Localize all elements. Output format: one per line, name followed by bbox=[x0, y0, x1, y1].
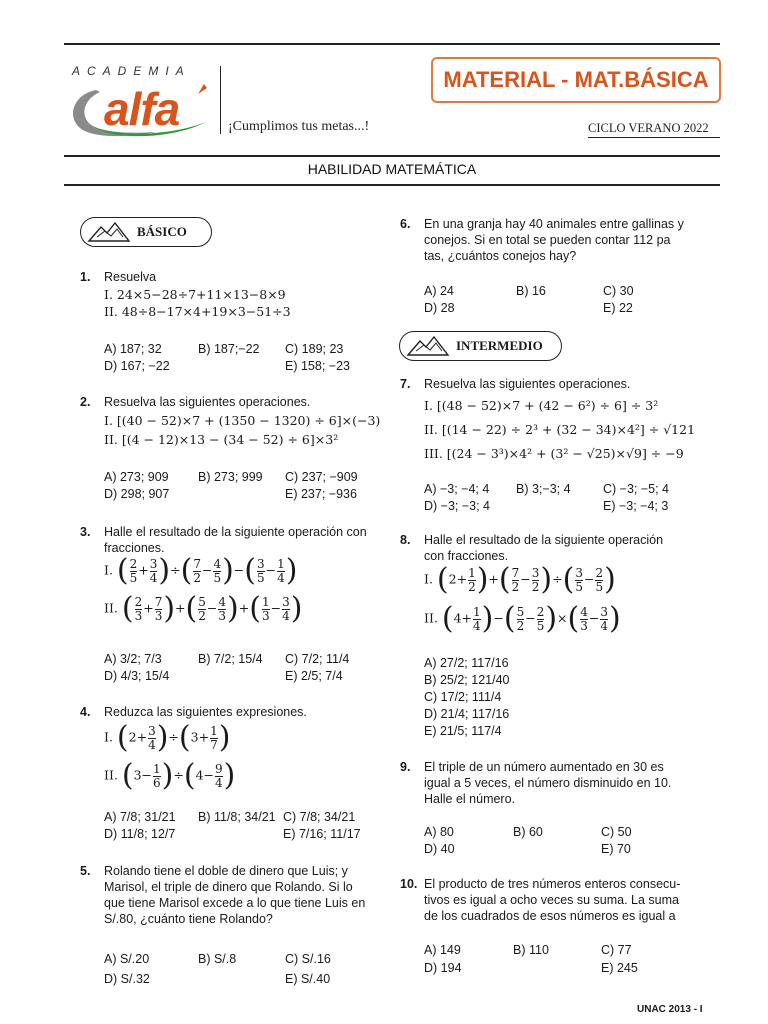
q9-option-b: B) 60 bbox=[513, 825, 543, 839]
statement-line: con fracciones. bbox=[424, 549, 509, 563]
q3-item-i: I. ( $\frac{2}{5}$ + $\frac{3}{4}$ )÷( $\frac{7}{2}$ − $\frac{4}{5}$ )−( $\frac{3}{5}$ − $\frac{1}{4}$ ) bbox=[104, 553, 298, 588]
fraction: $\frac{3}{4}$ bbox=[148, 723, 156, 752]
fraction: $\frac{3}{2}$ bbox=[531, 565, 540, 594]
q1-option-e: E) 158; −23 bbox=[285, 359, 350, 373]
material-title: MATERIAL - MAT.BÁSICA bbox=[443, 67, 709, 92]
q4-option-a: A) 7/8; 31/21 bbox=[104, 810, 176, 824]
statement-line: de los cuadrados de esos números es igual a bbox=[424, 909, 676, 923]
q8-option-e: E) 21/5; 117/4 bbox=[424, 724, 502, 738]
statement-line: fracciones. bbox=[104, 541, 165, 555]
statement-line: Marisol, el triple de dinero que Rolando. Si lo bbox=[104, 880, 353, 894]
q7-option-e: E) −3; −4; 3 bbox=[603, 499, 669, 513]
q7-option-c: C) −3; −5; 4 bbox=[603, 482, 670, 496]
statement-line: Halle el número. bbox=[424, 792, 516, 806]
item-label: II. bbox=[104, 600, 118, 616]
q7-item-ii: II. [(14 − 22) ÷ 2³ + (32 − 34)×4²] ÷ √121 bbox=[424, 422, 696, 437]
q4-option-d: D) 11/8; 12/7 bbox=[104, 827, 176, 841]
statement-line: conejos. Si en total se pueden contar 112 pa bbox=[424, 233, 671, 247]
fraction: $\frac{9}{4}$ bbox=[215, 761, 223, 790]
q8-option-a: A) 27/2; 117/16 bbox=[424, 656, 509, 670]
fraction: $\frac{7}{2}$ bbox=[193, 556, 201, 585]
q2-option-c: C) 237; −909 bbox=[285, 470, 358, 484]
q10-option-c: C) 77 bbox=[601, 943, 632, 957]
q8-option-b: B) 25/2; 121/40 bbox=[424, 673, 510, 687]
logo-word: alfa bbox=[104, 83, 180, 135]
level-badge-intermediate bbox=[399, 331, 562, 361]
question-statement bbox=[424, 876, 714, 924]
question-number: 2. bbox=[80, 395, 91, 409]
q8-item-i: I. (2+ $\frac{1}{2}$ )+( $\frac{7}{2}$ − $\frac{3}{2}$ )÷( $\frac{3}{5}$ − $\frac{2}{5}$ ) bbox=[424, 562, 616, 597]
question-number: 4. bbox=[80, 705, 91, 719]
statement-line: tas, ¿cuántos conejos hay? bbox=[424, 249, 577, 263]
level-intermediate-label: INTERMEDIO bbox=[456, 338, 543, 353]
q8-option-c: C) 17/2; 111/4 bbox=[424, 690, 502, 704]
statement-line: que tiene Marisol excede a lo que tiene Luis en bbox=[104, 896, 366, 910]
q5-option-b: B) S/.8 bbox=[198, 952, 237, 966]
q4-option-c: C) 7/8; 34/21 bbox=[283, 810, 356, 824]
q1-option-b: B) 187;−22 bbox=[198, 342, 260, 356]
material-title-box bbox=[431, 57, 721, 103]
question-number: 9. bbox=[400, 760, 411, 774]
level-badge-basic bbox=[80, 217, 212, 247]
q3-option-d: D) 4/3; 15/4 bbox=[104, 669, 170, 683]
q8-item-ii: II. (4+ $\frac{1}{4}$ )−( $\frac{5}{2}$ − $\frac{2}{5}$ )×( $\frac{4}{3}$ − $\frac{3}{4}$ ) bbox=[424, 601, 621, 636]
cycle-underline bbox=[588, 137, 720, 138]
statement-line: El triple de un número aumentado en 30 es bbox=[424, 760, 664, 774]
fraction: $\frac{1}{6}$ bbox=[153, 761, 161, 790]
statement-line: En una granja hay 40 animales entre gallinas y bbox=[424, 217, 684, 231]
q7-option-b: B) 3;−3; 4 bbox=[516, 482, 571, 496]
header-divider bbox=[220, 66, 221, 134]
fraction: $\frac{2}{3}$ bbox=[134, 594, 143, 623]
question-number: 1. bbox=[80, 270, 91, 284]
q6-option-e: E) 22 bbox=[603, 301, 633, 315]
q2-item-i: I. [(40 − 52)×7 + (1350 − 1320) ÷ 6]×(−3) bbox=[104, 413, 381, 428]
fraction: $\frac{1}{7}$ bbox=[210, 723, 218, 752]
q2-item-ii: II. [(4 − 12)×13 − (34 − 52) ÷ 6]×3² bbox=[104, 432, 339, 447]
academia-alfa-logo bbox=[66, 62, 216, 142]
q3-option-e: E) 2/5; 7/4 bbox=[285, 669, 343, 683]
fraction: $\frac{3}{5}$ bbox=[257, 556, 265, 585]
fraction: $\frac{7}{3}$ bbox=[154, 594, 163, 623]
q1-option-d: D) 167; −22 bbox=[104, 359, 170, 373]
q10-option-a: A) 149 bbox=[424, 943, 461, 957]
q6-option-a: A) 24 bbox=[424, 284, 454, 298]
item-label: I. bbox=[104, 729, 113, 745]
statement-line: Rolando tiene el doble de dinero que Luis; y bbox=[104, 864, 348, 878]
fraction: $\frac{2}{5}$ bbox=[129, 556, 138, 585]
fraction: $\frac{4}{5}$ bbox=[213, 556, 222, 585]
q1-item-ii: II. 48÷8−17×4+19×3−51÷3 bbox=[104, 304, 291, 319]
fraction: $\frac{1}{4}$ bbox=[277, 556, 285, 585]
q7-item-iii: III. [(24 − 3³)×4² + (3² − √25)×√9] ÷ −9 bbox=[424, 446, 684, 461]
slogan: ¡Cumplimos tus metas...! bbox=[228, 119, 370, 134]
item-label: II. bbox=[104, 767, 118, 783]
question-number: 5. bbox=[80, 864, 91, 878]
statement-line: S/.80, ¿cuánto tiene Rolando? bbox=[104, 912, 273, 926]
fraction: $\frac{7}{2}$ bbox=[511, 565, 520, 594]
q5-option-e: E) S/.40 bbox=[285, 972, 331, 986]
fraction: $\frac{3}{4}$ bbox=[282, 594, 290, 623]
statement-line: Halle el resultado de la siguiente operación con bbox=[104, 525, 367, 539]
source-code-label: UNAC 2013 - I bbox=[637, 1004, 703, 1015]
q1-option-c: C) 189; 23 bbox=[285, 342, 344, 356]
header-bottom-rule bbox=[64, 184, 720, 186]
q4-option-b: B) 11/8; 34/21 bbox=[198, 810, 276, 824]
q8-option-d: D) 21/4; 117/16 bbox=[424, 707, 510, 721]
header-mid-rule bbox=[64, 155, 720, 157]
question-statement bbox=[104, 863, 394, 927]
fraction: $\frac{1}{4}$ bbox=[473, 604, 481, 633]
logo-brand-text: ACADEMIA bbox=[72, 64, 191, 78]
question-statement: Resuelva las siguientes operaciones. bbox=[104, 395, 311, 409]
statement-line: Halle el resultado de la siguiente operación bbox=[424, 533, 664, 547]
header-top-rule bbox=[64, 43, 720, 45]
q10-option-e: E) 245 bbox=[601, 961, 638, 975]
statement-line: tivos es igual a ocho veces su suma. La suma bbox=[424, 893, 679, 907]
q2-option-a: A) 273; 909 bbox=[104, 470, 169, 484]
item-label: I. bbox=[104, 562, 113, 578]
q2-option-b: B) 273; 999 bbox=[198, 470, 263, 484]
q6-option-c: C) 30 bbox=[603, 284, 634, 298]
q4-item-i: I. (2+ $\frac{3}{4}$ )÷(3+ $\frac{1}{7}$ ) bbox=[104, 720, 231, 755]
section-title: HABILIDAD MATEMÁTICA bbox=[307, 161, 477, 177]
fraction: $\frac{2}{5}$ bbox=[536, 604, 545, 633]
item-label: II. bbox=[424, 610, 438, 626]
question-statement: Resuelva bbox=[104, 270, 157, 284]
question-statement bbox=[424, 759, 714, 807]
question-number: 8. bbox=[400, 533, 411, 547]
q10-option-d: D) 194 bbox=[424, 961, 462, 975]
q2-option-e: E) 237; −936 bbox=[285, 487, 357, 501]
fraction: $\frac{2}{5}$ bbox=[595, 565, 604, 594]
question-number: 10. bbox=[400, 877, 418, 891]
q5-option-c: C) S/.16 bbox=[285, 952, 331, 966]
fraction: $\frac{3}{5}$ bbox=[575, 565, 583, 594]
fraction: $\frac{4}{3}$ bbox=[218, 594, 227, 623]
q3-option-a: A) 3/2; 7/3 bbox=[104, 652, 162, 666]
statement-line: El producto de tres números enteros consecu- bbox=[424, 877, 681, 891]
q4-option-e: E) 7/16; 11/17 bbox=[283, 827, 361, 841]
q3-option-c: C) 7/2; 11/4 bbox=[285, 652, 350, 666]
fraction: $\frac{1}{3}$ bbox=[261, 594, 270, 623]
question-number: 7. bbox=[400, 377, 411, 391]
question-statement bbox=[104, 524, 394, 556]
cycle-label: CICLO VERANO 2022 bbox=[588, 121, 709, 135]
q9-option-c: C) 50 bbox=[601, 825, 632, 839]
q1-item-i: I. 24×5−28÷7+11×13−8×9 bbox=[104, 287, 286, 302]
mountain-icon bbox=[406, 335, 450, 357]
q5-option-a: A) S/.20 bbox=[104, 952, 150, 966]
question-number: 6. bbox=[400, 217, 411, 231]
fraction: $\frac{4}{3}$ bbox=[580, 604, 588, 633]
question-statement bbox=[424, 532, 714, 564]
q10-option-b: B) 110 bbox=[513, 943, 549, 957]
item-label: I. bbox=[424, 571, 433, 587]
q6-option-d: D) 28 bbox=[424, 301, 455, 315]
q6-option-b: B) 16 bbox=[516, 284, 546, 298]
q9-option-e: E) 70 bbox=[601, 842, 631, 856]
q5-option-d: D) S/.32 bbox=[104, 972, 150, 986]
q4-item-ii: II. (3− $\frac{1}{6}$ )÷(4− $\frac{9}{4}$ ) bbox=[104, 758, 236, 793]
q9-option-a: A) 80 bbox=[424, 825, 454, 839]
fraction: $\frac{1}{2}$ bbox=[468, 565, 476, 594]
q3-item-ii: II. ( $\frac{2}{3}$ + $\frac{7}{3}$ )+( $\frac{5}{2}$ − $\frac{4}{3}$ )+( $\frac{1}{3}$ − $\frac{3}{4}$ ) bbox=[104, 591, 303, 626]
q7-item-i: I. [(48 − 52)×7 + (42 − 6²) ÷ 6] ÷ 3² bbox=[424, 398, 659, 413]
q1-option-a: A) 187; 32 bbox=[104, 342, 162, 356]
fraction: $\frac{5}{2}$ bbox=[516, 604, 525, 633]
q7-option-a: A) −3; −4; 4 bbox=[424, 482, 490, 496]
q2-option-d: D) 298; 907 bbox=[104, 487, 170, 501]
statement-line: igual a 5 veces, el número disminuido en 10. bbox=[424, 776, 672, 790]
question-number: 3. bbox=[80, 525, 91, 539]
q7-option-d: D) −3; −3; 4 bbox=[424, 499, 491, 513]
question-statement: Resuelva las siguientes operaciones. bbox=[424, 377, 631, 391]
question-statement: Reduzca las siguientes expresiones. bbox=[104, 705, 307, 719]
level-basic-label: BÁSICO bbox=[137, 224, 187, 239]
mountain-icon bbox=[87, 221, 131, 243]
q9-option-d: D) 40 bbox=[424, 842, 455, 856]
question-statement bbox=[424, 216, 714, 264]
fraction: $\frac{3}{4}$ bbox=[600, 604, 609, 633]
q3-option-b: B) 7/2; 15/4 bbox=[198, 652, 263, 666]
fraction: $\frac{5}{2}$ bbox=[198, 594, 206, 623]
fraction: $\frac{3}{4}$ bbox=[149, 556, 158, 585]
